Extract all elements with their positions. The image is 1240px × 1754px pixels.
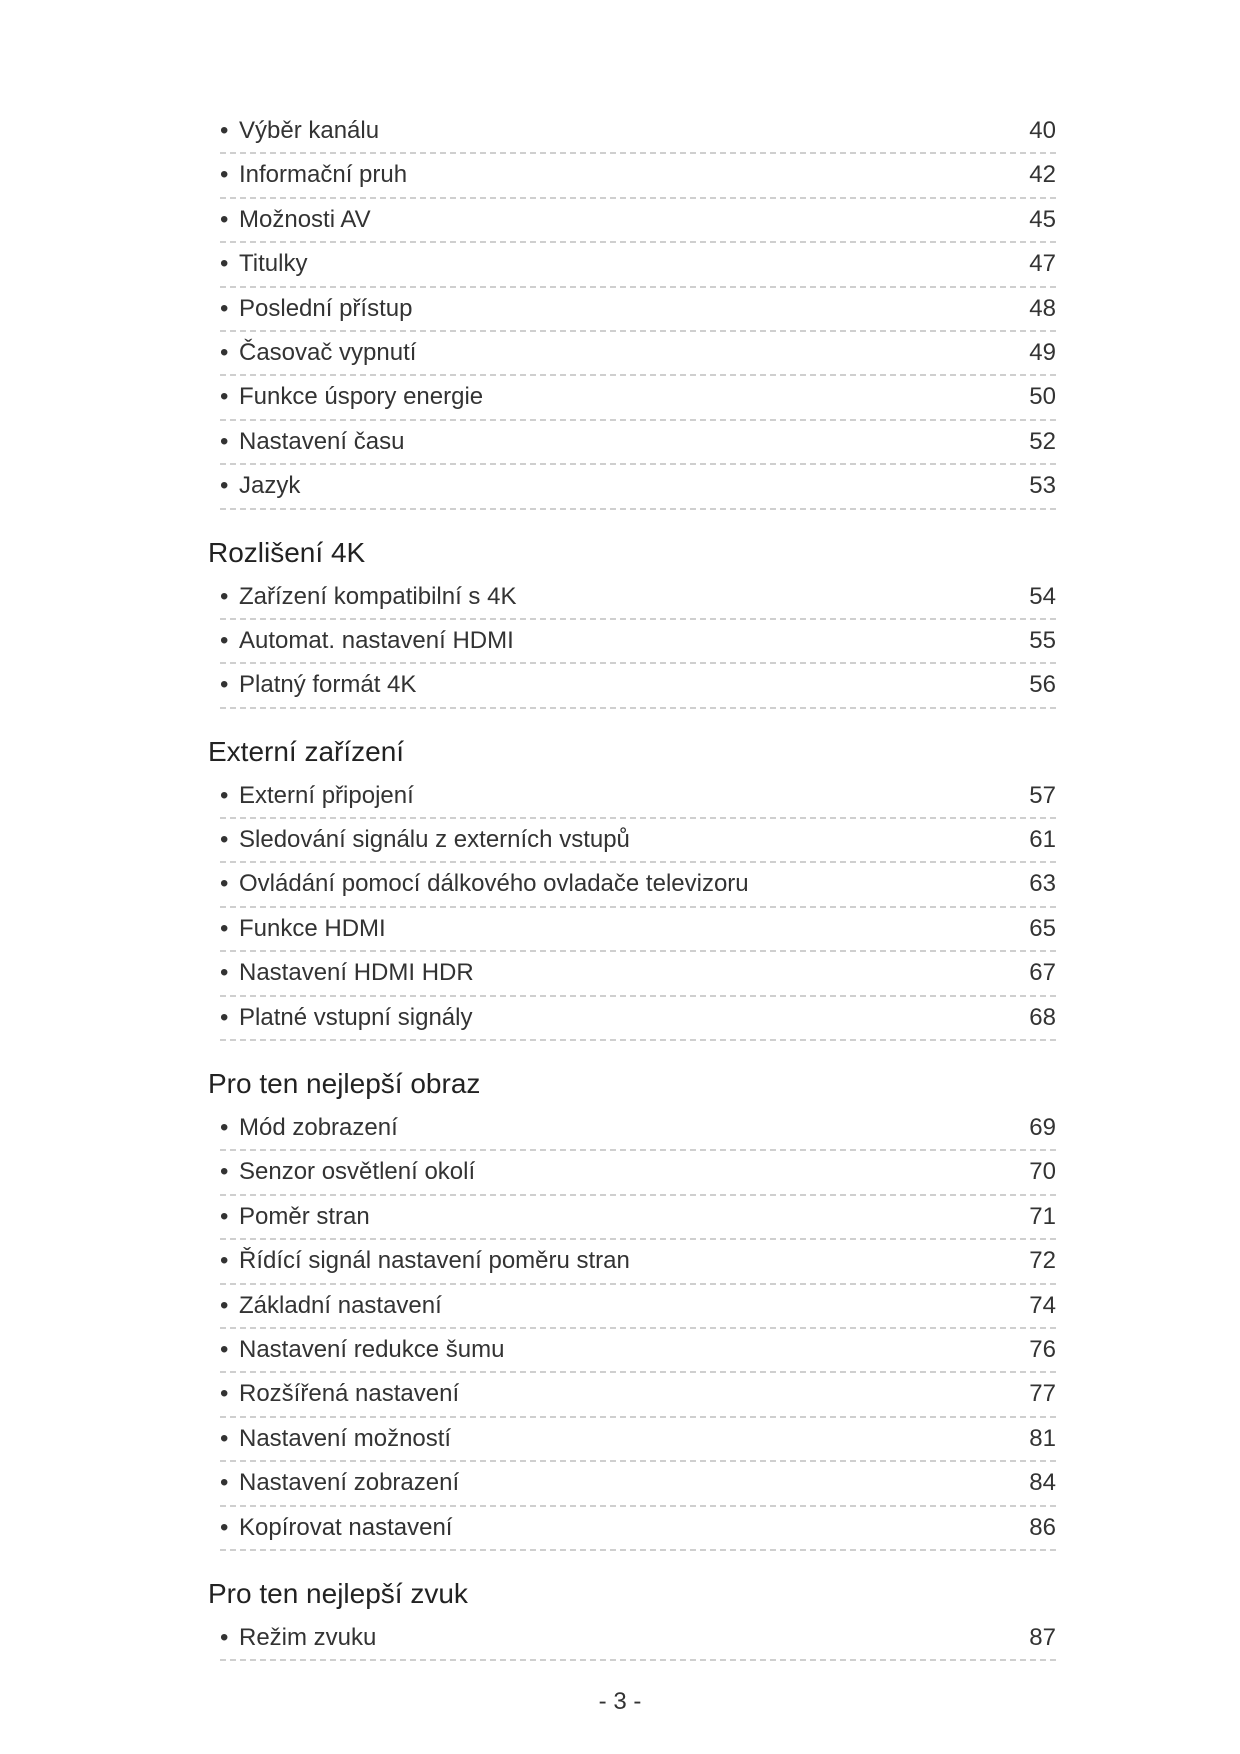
toc-entry[interactable] xyxy=(220,1151,1056,1195)
entry-page-number: 61 xyxy=(1029,826,1056,854)
entry-page-number: 74 xyxy=(1029,1291,1056,1319)
bullet: • xyxy=(220,959,229,987)
entry-label: Mód zobrazení xyxy=(239,1114,398,1142)
bullet: • xyxy=(220,671,229,699)
toc-entry[interactable] xyxy=(220,775,1056,819)
bullet: • xyxy=(220,870,229,898)
bullet: • xyxy=(220,1003,229,1031)
bullet: • xyxy=(220,472,229,500)
entry-label: Nastavení zobrazení xyxy=(239,1469,460,1497)
toc-entry[interactable] xyxy=(220,819,1056,863)
bullet: • xyxy=(220,1424,229,1452)
bullet: • xyxy=(220,427,229,455)
entry-label: Poměr stran xyxy=(239,1202,370,1230)
entry-page-number: 42 xyxy=(1029,161,1056,189)
entry-page-number: 45 xyxy=(1029,205,1056,233)
toc-entry[interactable] xyxy=(220,243,1056,287)
bullet: • xyxy=(220,1158,229,1186)
entry-page-number: 65 xyxy=(1029,914,1056,942)
entry-page-number: 53 xyxy=(1029,472,1056,500)
entry-page-number: 67 xyxy=(1029,959,1056,987)
bullet: • xyxy=(220,781,229,809)
entry-page-number: 71 xyxy=(1029,1202,1056,1230)
entry-label: Řídící signál nastavení poměru stran xyxy=(239,1247,630,1275)
page-number: - 3 - xyxy=(598,1688,642,1715)
entry-label: Jazyk xyxy=(239,472,301,500)
entry-label: Nastavení HDMI HDR xyxy=(239,959,474,987)
bullet: • xyxy=(220,294,229,322)
entry-page-number: 55 xyxy=(1029,626,1056,654)
entry-page-number: 70 xyxy=(1029,1158,1056,1186)
toc-entry[interactable] xyxy=(220,1373,1056,1417)
toc-section xyxy=(208,1041,1056,1551)
toc-entry[interactable] xyxy=(220,199,1056,243)
entry-label: Výběr kanálu xyxy=(239,117,380,144)
section-title[interactable]: Externí zařízení xyxy=(208,735,405,767)
toc-entry[interactable] xyxy=(220,908,1056,952)
bullet: • xyxy=(220,1291,229,1319)
entry-page-number: 69 xyxy=(1029,1114,1056,1142)
toc-entry[interactable] xyxy=(220,664,1056,708)
entry-label: Nastavení možností xyxy=(239,1424,452,1452)
toc-entry[interactable] xyxy=(220,1462,1056,1506)
toc-entry[interactable] xyxy=(220,1240,1056,1284)
section-title[interactable]: Pro ten nejlepší obraz xyxy=(208,1068,481,1100)
toc-entry[interactable] xyxy=(220,1418,1056,1462)
bullet: • xyxy=(220,1380,229,1408)
toc-entry[interactable] xyxy=(220,154,1056,198)
bullet: • xyxy=(220,338,229,366)
entry-page-number: 40 xyxy=(1029,117,1056,144)
entry-page-number: 49 xyxy=(1029,338,1056,366)
toc-section xyxy=(208,1551,1056,1661)
section-title[interactable]: Pro ten nejlepší zvuk xyxy=(208,1577,468,1609)
entry-label: Titulky xyxy=(239,250,308,278)
toc-entry[interactable] xyxy=(220,376,1056,420)
entry-label: Časovač vypnutí xyxy=(239,338,417,366)
toc-entry[interactable] xyxy=(220,1329,1056,1373)
entry-label: Poslední přístup xyxy=(239,294,413,322)
bullet: • xyxy=(220,826,229,854)
entry-label: Platné vstupní signály xyxy=(239,1003,473,1031)
toc-entry[interactable] xyxy=(220,1617,1056,1661)
toc-entry[interactable] xyxy=(220,863,1056,907)
entry-label: Senzor osvětlení okolí xyxy=(239,1158,476,1186)
entry-label: Ovládání pomocí dálkového ovladače televizoru xyxy=(239,870,749,898)
bullet: • xyxy=(220,1114,229,1142)
bullet: • xyxy=(220,582,229,610)
entry-label: Platný formát 4K xyxy=(239,671,417,699)
bullet: • xyxy=(220,1513,229,1541)
bullet: • xyxy=(220,626,229,654)
toc-entry[interactable] xyxy=(220,465,1056,509)
toc-entry[interactable] xyxy=(220,1107,1056,1151)
entry-page-number: 77 xyxy=(1029,1380,1056,1408)
entry-label: Zařízení kompatibilní s 4K xyxy=(239,582,517,610)
entry-page-number: 68 xyxy=(1029,1003,1056,1031)
entry-page-number: 81 xyxy=(1029,1424,1056,1452)
entry-page-number: 86 xyxy=(1029,1513,1056,1541)
entry-page-number: 57 xyxy=(1029,781,1056,809)
bullet: • xyxy=(220,117,229,144)
entry-label: Kopírovat nastavení xyxy=(239,1513,453,1541)
entry-label: Externí připojení xyxy=(239,781,414,809)
toc-entry[interactable] xyxy=(220,1285,1056,1329)
bullet: • xyxy=(220,1202,229,1230)
entry-label: Režim zvuku xyxy=(239,1623,377,1651)
bullet: • xyxy=(220,914,229,942)
entry-page-number: 76 xyxy=(1029,1335,1056,1363)
toc-entry[interactable] xyxy=(220,421,1056,465)
toc-entry[interactable] xyxy=(220,952,1056,996)
entry-page-number: 63 xyxy=(1029,870,1056,898)
toc-section xyxy=(208,709,1056,1041)
entry-page-number: 54 xyxy=(1029,582,1056,610)
toc-entry[interactable] xyxy=(220,1507,1056,1551)
entry-page-number: 47 xyxy=(1029,250,1056,278)
entry-label: Automat. nastavení HDMI xyxy=(239,626,514,654)
bullet: • xyxy=(220,205,229,233)
entry-label: Sledování signálu z externích vstupů xyxy=(239,826,630,854)
toc-entry[interactable] xyxy=(220,620,1056,664)
bullet: • xyxy=(220,250,229,278)
entry-page-number: 56 xyxy=(1029,671,1056,699)
bullet: • xyxy=(220,383,229,411)
toc-entry[interactable] xyxy=(220,288,1056,332)
toc-entry[interactable] xyxy=(220,110,1056,154)
toc-entry[interactable] xyxy=(220,997,1056,1041)
entry-page-number: 72 xyxy=(1029,1247,1056,1275)
entry-page-number: 48 xyxy=(1029,294,1056,322)
toc-section xyxy=(208,110,1056,510)
toc-entry[interactable] xyxy=(220,332,1056,376)
entry-label: Základní nastavení xyxy=(239,1291,442,1319)
entry-page-number: 87 xyxy=(1029,1623,1056,1651)
table-of-contents xyxy=(208,110,1056,1661)
bullet: • xyxy=(220,161,229,189)
bullet: • xyxy=(220,1469,229,1497)
entry-label: Funkce HDMI xyxy=(239,914,386,942)
entry-page-number: 84 xyxy=(1029,1469,1056,1497)
bullet: • xyxy=(220,1623,229,1651)
toc-entry[interactable] xyxy=(220,1196,1056,1240)
entry-label: Nastavení času xyxy=(239,427,405,455)
bullet: • xyxy=(220,1247,229,1275)
entry-label: Funkce úspory energie xyxy=(239,383,484,411)
toc-entry[interactable] xyxy=(220,576,1056,620)
toc-section xyxy=(208,510,1056,709)
entry-label: Nastavení redukce šumu xyxy=(239,1335,505,1363)
entry-label: Možnosti AV xyxy=(239,205,371,233)
entry-label: Informační pruh xyxy=(239,161,408,189)
section-title[interactable]: Rozlišení 4K xyxy=(208,536,366,568)
entry-page-number: 52 xyxy=(1029,427,1056,455)
bullet: • xyxy=(220,1335,229,1363)
entry-page-number: 50 xyxy=(1029,383,1056,411)
entry-label: Rozšířená nastavení xyxy=(239,1380,460,1408)
